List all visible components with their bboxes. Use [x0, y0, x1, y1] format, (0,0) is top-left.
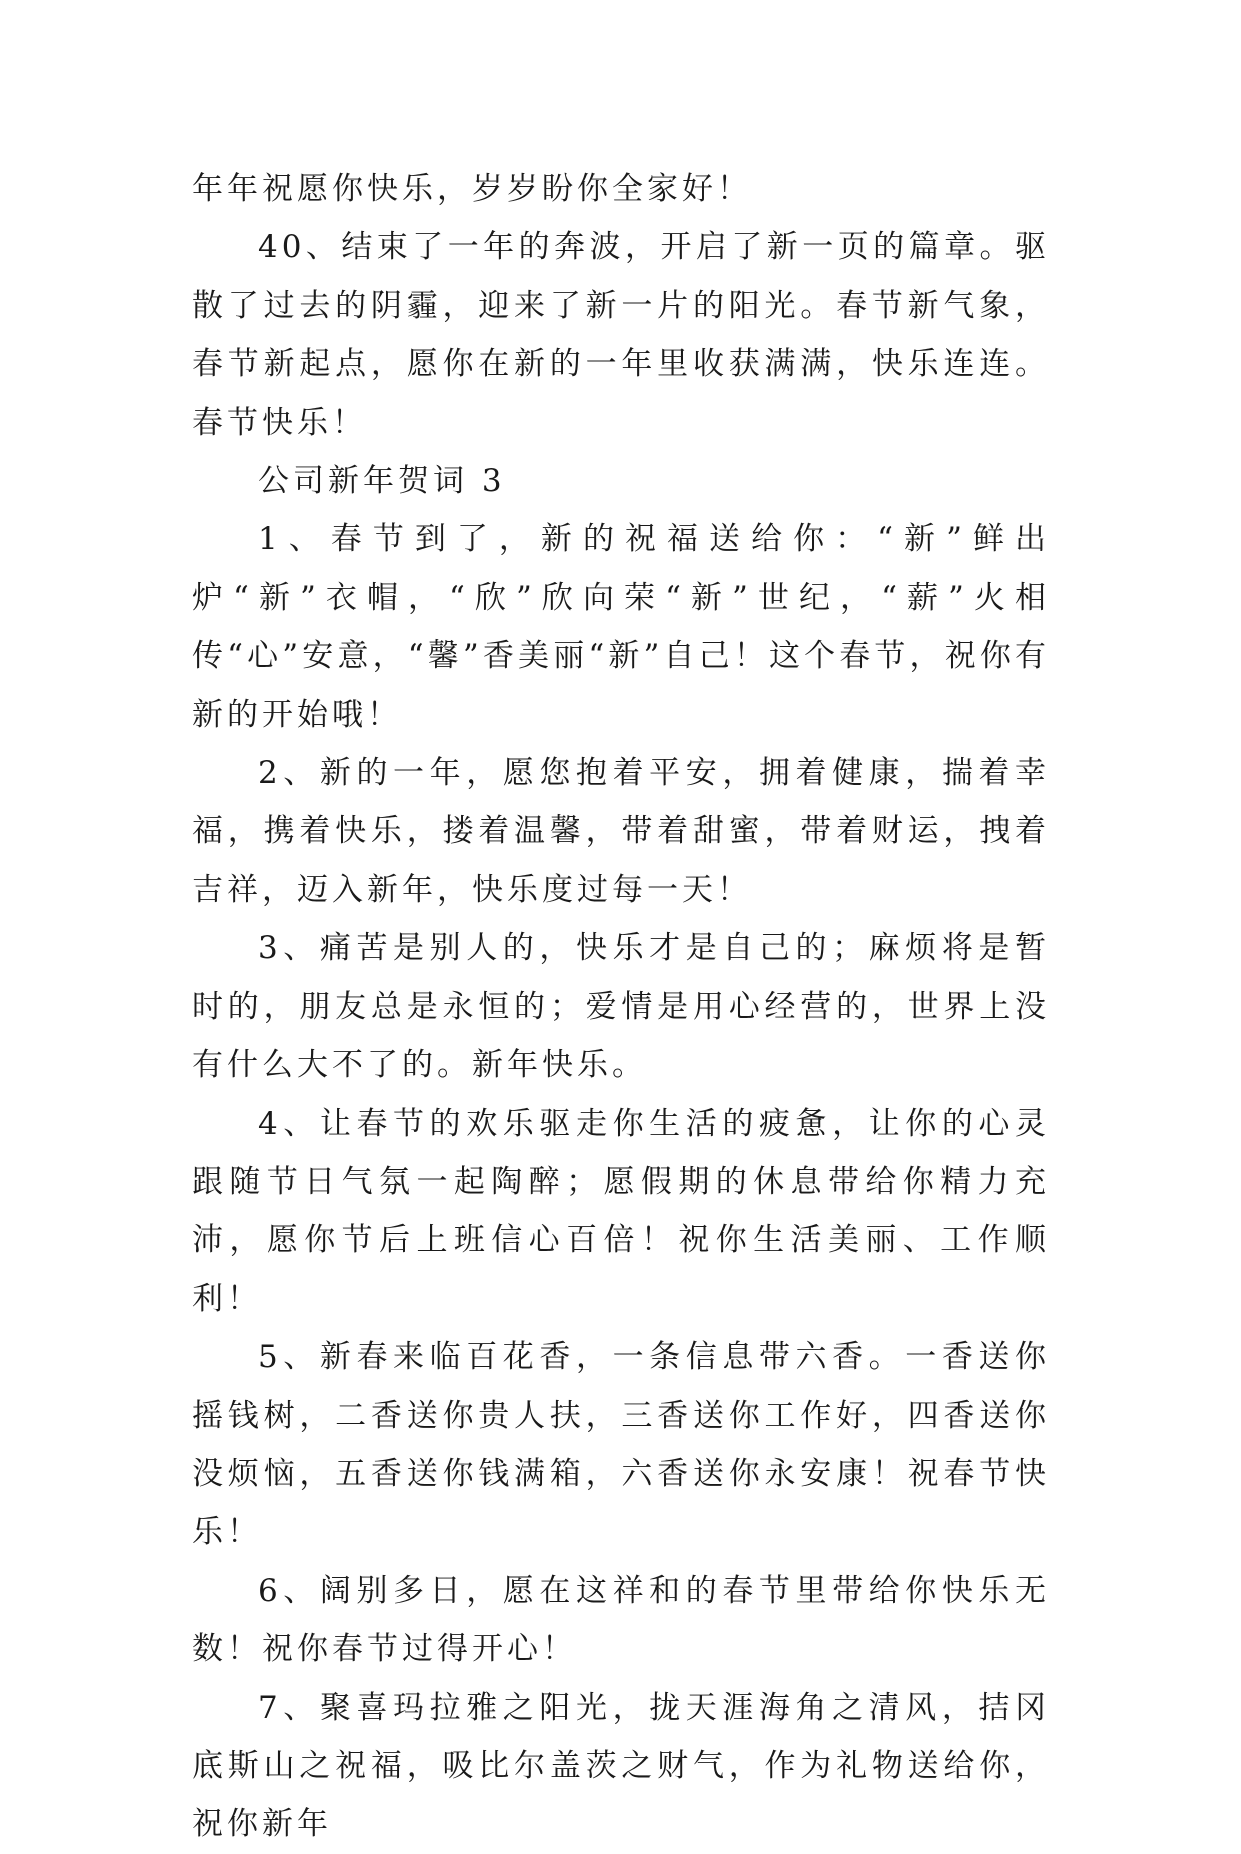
paragraph-item-2: 2、新的一年，愿您抱着平安，拥着健康，揣着幸福，携着快乐，搂着温馨，带着甜蜜，带着财运，拽着吉祥，迈入新年，快乐度过每一天！: [192, 755, 1050, 908]
paragraph-item-5: 5、新春来临百花香，一条信息带六香。一香送你摇钱树，二香送你贵人扶，三香送你工作好，四香送你没烦恼，五香送你钱满箱，六香送你永安康！祝春节快乐！: [192, 1339, 1050, 1551]
paragraph-item-4: 4、让春节的欢乐驱走你生活的疲惫，让你的心灵跟随节日气氛一起陶醉；愿假期的休息带给你精力充沛，愿你节后上班信心百倍！祝你生活美丽、工作顺利！: [192, 1105, 1050, 1317]
paragraph-item-40: 40、结束了一年的奔波，开启了新一页的篇章。驱散了过去的阴霾，迎来了新一片的阳光。春节新气象，春节新起点，愿你在新的一年里收获满满，快乐连连。春节快乐！: [192, 229, 1050, 441]
paragraph-item-1: 1、春节到了，新的祝福送给你：“新”鲜出炉“新”衣帽，“欣”欣向荣“新”世纪，“薪”火相传“心”安意，“馨”香美丽“新”自己！这个春节，祝你有新的开始哦！: [192, 521, 1050, 733]
paragraph-item-7: 7、聚喜玛拉雅之阳光，拢天涯海角之清风，拮冈底斯山之祝福，吸比尔盖茨之财气，作为礼物送给你，祝你新年: [192, 1689, 1050, 1843]
paragraph-continuation: 年年祝愿你快乐，岁岁盼你全家好！: [192, 171, 752, 207]
document-page: [192, 160, 1050, 1854]
paragraph-item-3: 3、痛苦是别人的，快乐才是自己的；麻烦将是暂时的，朋友总是永恒的；爱情是用心经营的，世界上没有什么大不了的。新年快乐。: [192, 930, 1050, 1084]
paragraph-item-6: 6、阔别多日，愿在这祥和的春节里带给你快乐无数！祝你春节过得开心！: [192, 1572, 1050, 1668]
section-heading: 公司新年贺词 3: [258, 463, 506, 500]
